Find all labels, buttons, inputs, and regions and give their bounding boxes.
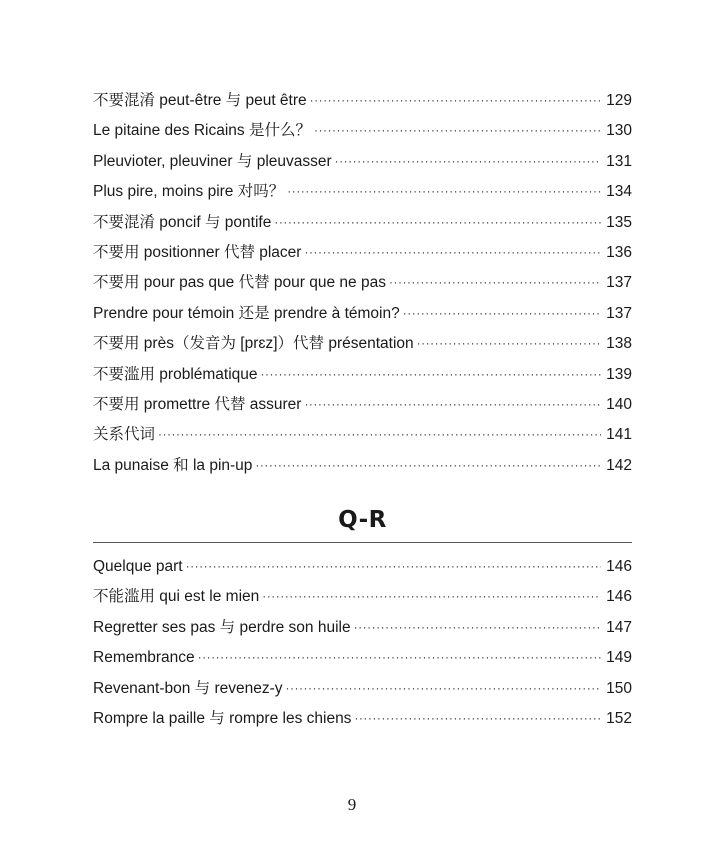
dot-leader <box>287 176 601 206</box>
toc-entry-page: 134 <box>606 183 632 201</box>
dot-leader <box>304 237 601 267</box>
toc-entry <box>93 643 632 673</box>
dot-leader <box>310 85 601 115</box>
toc-entry-page: 137 <box>606 304 632 322</box>
toc-entry-page: 141 <box>606 426 632 444</box>
toc-entry-title: Plus pire, moins pire 对吗？ <box>93 183 285 201</box>
toc-entry-page: 130 <box>606 122 632 140</box>
dot-leader <box>198 642 601 672</box>
toc-entry <box>93 552 632 582</box>
toc-entry-title: La punaise 和 la pin-up <box>93 456 253 474</box>
dot-leader <box>262 581 601 611</box>
toc-entry-title: Remembrance <box>93 649 195 667</box>
toc-entry <box>93 329 632 359</box>
table-of-contents-bottom <box>93 552 632 734</box>
toc-entry <box>93 451 632 481</box>
toc-entry-page: 140 <box>606 395 632 413</box>
toc-entry-title: 不要用 positionner 代替 placer <box>93 243 302 261</box>
toc-entry <box>93 390 632 420</box>
toc-entry <box>93 582 632 612</box>
toc-entry <box>93 86 632 116</box>
toc-entry-title: 关系代词 <box>93 426 156 444</box>
dot-leader <box>389 267 601 297</box>
toc-entry-title: Rompre la paille 与 rompre les chiens <box>93 709 352 727</box>
toc-entry <box>93 674 632 704</box>
toc-entry-page: 138 <box>606 335 632 353</box>
toc-entry-title: Revenant-bon 与 revenez-y <box>93 679 283 697</box>
toc-entry <box>93 360 632 390</box>
toc-entry-title: 不要用 promettre 代替 assurer <box>93 395 302 413</box>
toc-entry-title: 不要滥用 problématique <box>93 365 258 383</box>
toc-entry-page: 131 <box>606 152 632 170</box>
toc-entry-title: 不要混淆 poncif 与 pontife <box>93 213 272 231</box>
toc-entry-page: 150 <box>606 679 632 697</box>
dot-leader <box>186 551 602 581</box>
toc-entry-title: Prendre pour témoin 还是 prendre à témoin? <box>93 304 400 322</box>
toc-entry <box>93 147 632 177</box>
dot-leader <box>255 450 601 480</box>
dot-leader <box>354 703 601 733</box>
toc-entry-page: 147 <box>606 618 632 636</box>
toc-entry-title: 不能滥用 qui est le mien <box>93 588 260 606</box>
dot-leader <box>335 146 601 176</box>
toc-entry <box>93 299 632 329</box>
toc-entry <box>93 116 632 146</box>
toc-entry-title: Pleuvioter, pleuviner 与 pleuvasser <box>93 152 332 170</box>
toc-entry-page: 137 <box>606 274 632 292</box>
toc-entry-title: 不要用 près（发音为 [prɛz]）代替 présentation <box>93 335 414 353</box>
toc-entry-page: 139 <box>606 365 632 383</box>
toc-entry-title: 不要混淆 peut-être 与 peut être <box>93 92 307 109</box>
dot-leader <box>158 419 601 449</box>
toc-entry <box>93 420 632 450</box>
dot-leader <box>304 389 601 419</box>
toc-entry-page: 152 <box>606 709 632 727</box>
dot-leader <box>314 115 601 145</box>
section-heading: Q-R <box>338 507 387 533</box>
toc-entry <box>93 238 632 268</box>
toc-entry-title: 不要用 pour pas que 代替 pour que ne pas <box>93 274 386 292</box>
dot-leader <box>403 298 601 328</box>
toc-entry <box>93 268 632 298</box>
toc-entry-page: 135 <box>606 213 632 231</box>
toc-entry-page: 149 <box>606 649 632 667</box>
page-number: 9 <box>347 795 357 814</box>
toc-entry-title: Regretter ses pas 与 perdre son huile <box>93 618 351 636</box>
toc-entry-page: 129 <box>606 92 632 109</box>
toc-entry-title: Le pitaine des Ricains 是什么？ <box>93 122 311 140</box>
table-of-contents-top <box>93 86 632 481</box>
toc-entry-page: 136 <box>606 243 632 261</box>
toc-entry <box>93 177 632 207</box>
toc-entry-title: Quelque part <box>93 558 183 575</box>
dot-leader <box>354 612 602 642</box>
dot-leader <box>261 359 602 389</box>
dot-leader <box>274 207 601 237</box>
dot-leader <box>417 328 601 358</box>
dot-leader <box>286 673 602 703</box>
section-divider <box>93 542 632 543</box>
toc-entry <box>93 704 632 734</box>
toc-entry-page: 142 <box>606 456 632 474</box>
toc-entry <box>93 208 632 238</box>
toc-entry-page: 146 <box>606 588 632 606</box>
toc-entry <box>93 613 632 643</box>
toc-entry-page: 146 <box>606 558 632 575</box>
